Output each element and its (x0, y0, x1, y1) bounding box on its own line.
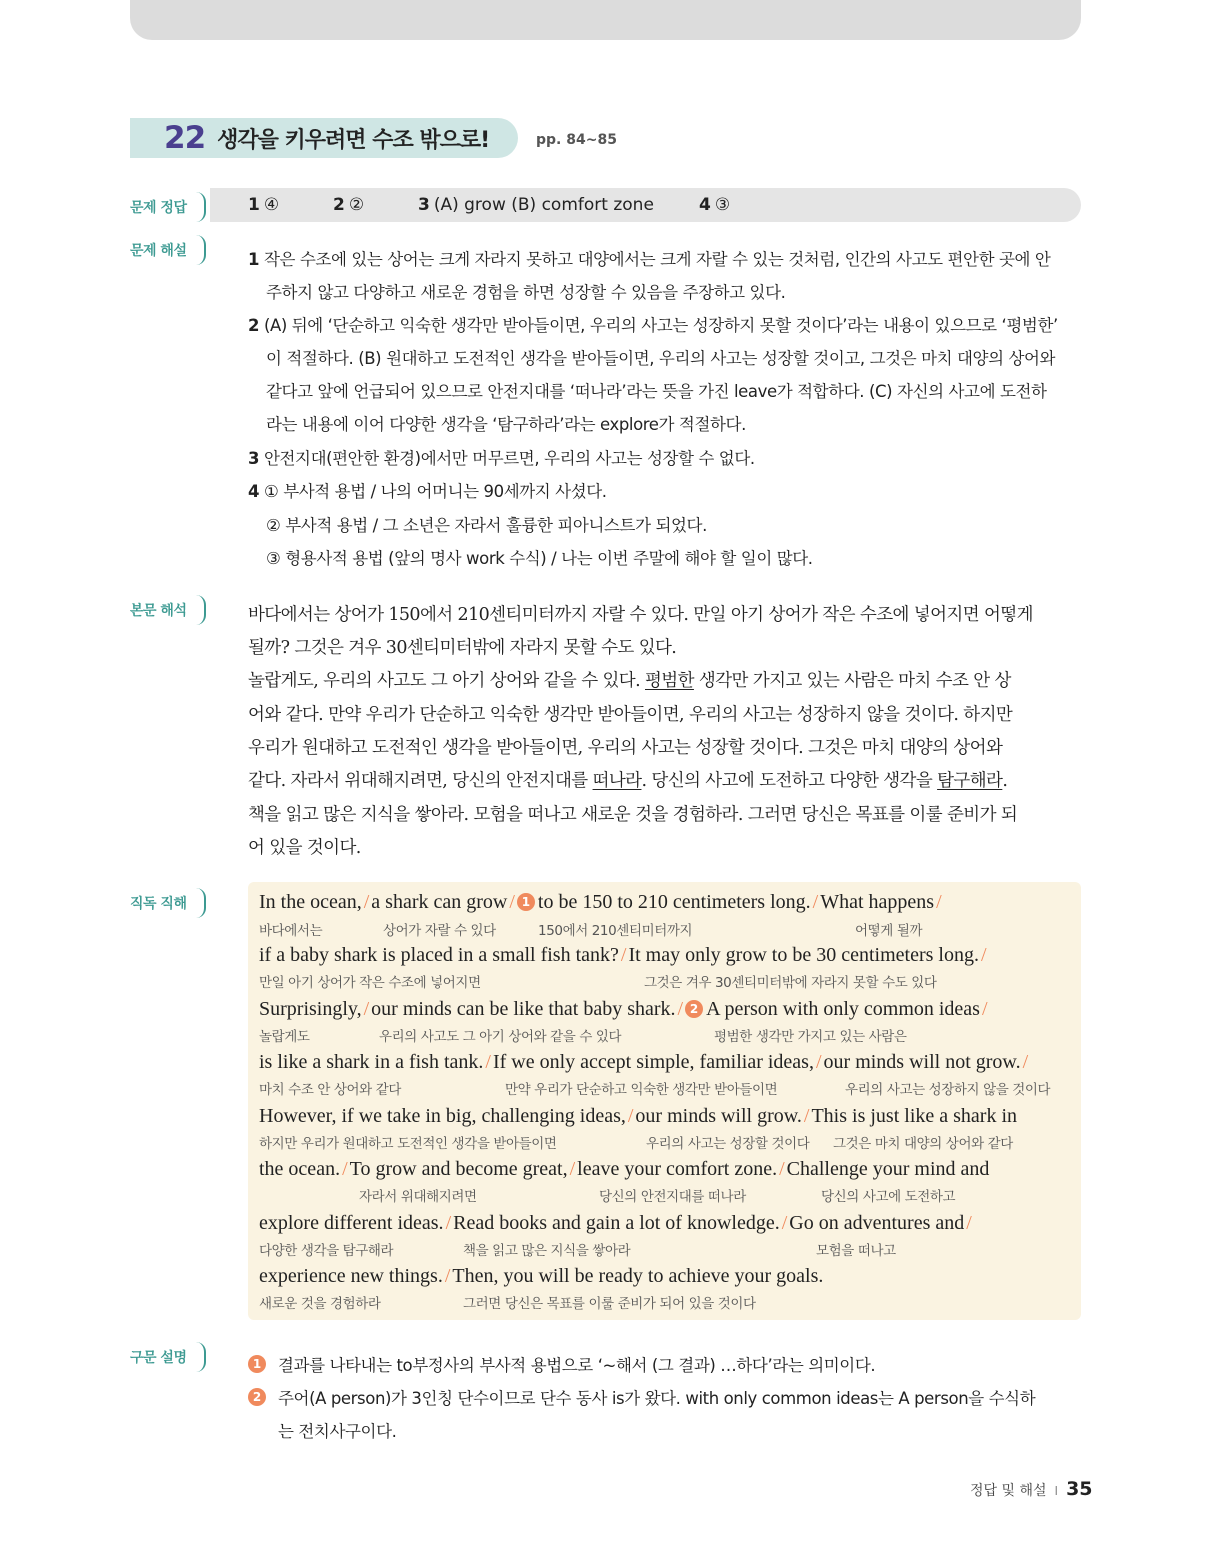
underlined-answer: 떠나라 (592, 771, 642, 791)
explanation-line: 주하지 않고 다양하고 새로운 경험을 하면 성장할 수 있음을 주장하고 있다. (266, 283, 786, 302)
unit-number: 22 (164, 120, 206, 156)
explanation-line: 4 ① 부사적 용법 / 나의 어머니는 90세까지 사셨다. (248, 482, 607, 501)
reading-korean-chunk: 그것은 겨우 30센티미터밖에 자라지 못할 수도 있다 (644, 975, 937, 991)
reading-korean-chunk: 그것은 마치 대양의 상어와 같다 (833, 1136, 1013, 1152)
reading-english-line: However, if we take in big, challenging ideas, / our minds will grow. / This is just like a shark in (259, 1105, 1018, 1127)
answer-item: 3 (A) grow (B) comfort zone (418, 195, 654, 215)
reading-korean-chunk: 새로운 것을 경험하라 (259, 1296, 381, 1312)
reading-korean-chunk: 만약 우리가 단순하고 익숙한 생각만 받아들이면 (505, 1082, 778, 1098)
page-number: 35 (1066, 1478, 1093, 1500)
reading-korean-chunk: 우리의 사고도 그 아기 상어와 같을 수 있다 (379, 1029, 622, 1045)
reading-korean-chunk: 모험을 떠나고 (816, 1243, 896, 1259)
reading-english-line: explore different ideas. / Read books and gain a lot of knowledge. / Go on adventures and / (259, 1212, 972, 1234)
grammar-note-line: 주어(A person)가 3인칭 단수이므로 단수 동사 is가 왔다. with only common ideas는 A person을 수식하 (278, 1389, 1036, 1408)
reading-korean-chunk: 마치 수조 안 상어와 같다 (259, 1082, 401, 1098)
reading-korean-chunk: 놀랍게도 (259, 1029, 310, 1045)
section-tag-answers: 문제 정답 (130, 192, 206, 222)
explanation-line: 1 작은 수조에 있는 상어는 크게 자라지 못하고 대양에서는 크게 자랄 수 있는 것처럼, 인간의 사고도 편안한 곳에 안 (248, 250, 1051, 269)
reading-korean-chunk: 자라서 위대해지려면 (359, 1189, 477, 1205)
reading-korean-chunk: 바다에서는 (259, 923, 323, 939)
reading-korean-chunk: 당신의 안전지대를 떠나라 (599, 1189, 746, 1205)
section-tag-explanation: 문제 해설 (130, 235, 206, 265)
reading-korean-chunk: 평범한 생각만 가지고 있는 사람은 (714, 1029, 907, 1045)
section-tag-grammar: 구문 설명 (130, 1342, 206, 1372)
reading-korean-chunk: 어떻게 될까 (855, 923, 923, 939)
reading-korean-chunk: 만일 아기 상어가 작은 수조에 넣어지면 (259, 975, 481, 991)
page-footer (970, 1478, 1093, 1500)
top-bar (130, 0, 1081, 40)
reading-korean-chunk: 하지만 우리가 원대하고 도전적인 생각을 받아들이면 (259, 1136, 557, 1152)
unit-title: 생각을 키우려면 수조 밖으로! (217, 127, 490, 153)
reading-english-line: Surprisingly, / our minds can be like that baby shark. / 2 A person with only common ideas / (259, 998, 988, 1020)
translation-line: 우리가 원대하고 도전적인 생각을 받아들이면, 우리의 사고는 성장할 것이다. 그것은 마치 대양의 상어와 (248, 738, 1003, 758)
explanation-line: ③ 형용사적 용법 (앞의 명사 work 수식) / 나는 이번 주말에 해야 할 일이 많다. (266, 549, 813, 568)
reading-english-line: is like a shark in a fish tank. / If we only accept simple, familiar ideas, / our minds will not grow. / (259, 1051, 1029, 1073)
reading-korean-chunk: 상어가 자랄 수 있다 (383, 923, 496, 939)
explanation-line: 2 (A) 뒤에 ‘단순하고 익숙한 생각만 받아들이면, 우리의 사고는 성장하지 못할 것이다’라는 내용이 있으므로 ‘평범한’ (248, 316, 1058, 335)
reading-english-line: if a baby shark is placed in a small fish tank? / It may only grow to be 30 centimeters long. / (259, 944, 987, 966)
grammar-note-line: 결과를 나타내는 to부정사의 부사적 용법으로 ‘~해서 (그 결과) …하다’라는 의미이다. (278, 1356, 876, 1375)
reading-korean-chunk: 당신의 사고에 도전하고 (821, 1189, 956, 1205)
translation-line: 어 있을 것이다. (248, 838, 361, 858)
explanation-line: ② 부사적 용법 / 그 소년은 자라서 훌륭한 피아니스트가 되었다. (266, 516, 707, 535)
reading-korean-chunk: 우리의 사고는 성장하지 않을 것이다 (845, 1082, 1051, 1098)
translation-line: 될까? 그것은 겨우 30센티미터밖에 자라지 못할 수도 있다. (248, 638, 677, 658)
reading-english-line: In the ocean, / a shark can grow / 1 to be 150 to 210 centimeters long. / What happens / (259, 891, 942, 913)
translation-line: 같다. 자라서 위대해지려면, 당신의 안전지대를 떠나라. 당신의 사고에 도전하고 다양한 생각을 탐구해라. (248, 771, 1008, 791)
section-tag-direct-reading: 직독 직해 (130, 888, 206, 918)
reading-korean-chunk: 그러면 당신은 목표를 이룰 준비가 되어 있을 것이다 (463, 1296, 756, 1312)
explanation-line: 같다고 앞에 언급되어 있으므로 안전지대를 ‘떠나라’라는 뜻을 가진 leave가 적합하다. (C) 자신의 사고에 도전하 (266, 382, 1047, 401)
reading-korean-chunk: 다양한 생각을 탐구해라 (259, 1243, 394, 1259)
translation-line: 놀랍게도, 우리의 사고도 그 아기 상어와 같을 수 있다. 평범한 생각만 가지고 있는 사람은 마치 수조 안 상 (248, 671, 1011, 691)
underlined-answer: 평범한 (645, 671, 694, 691)
reading-english-line: the ocean. / To grow and become great, / leave your comfort zone. / Challenge your mind and (259, 1158, 990, 1180)
reading-korean-chunk: 150에서 210센티미터까지 (538, 923, 693, 939)
grammar-note-line: 는 전치사구이다. (278, 1422, 397, 1441)
explanation-line: 라는 내용에 이어 다양한 생각을 ‘탐구하라’라는 explore가 적절하다. (266, 415, 746, 434)
answer-item: 4 ③ (699, 195, 731, 215)
note-marker: 1 (517, 893, 535, 911)
note-marker: 2 (248, 1388, 266, 1406)
note-marker: 1 (248, 1355, 266, 1373)
page-range: pp. 84~85 (536, 132, 617, 148)
unit-title-banner (130, 118, 518, 158)
note-marker: 2 (685, 1000, 703, 1018)
footer-label: 정답 및 해설 (970, 1483, 1047, 1499)
underlined-answer: 탐구해라 (937, 771, 1003, 791)
answer-item: 2 ② (333, 195, 365, 215)
explanation-line: 이 적절하다. (B) 원대하고 도전적인 생각을 받아들이면, 우리의 사고는 성장할 것이고, 그것은 마치 대양의 상어와 (266, 349, 1056, 368)
reading-english-line: experience new things. / Then, you will be ready to achieve your goals. (259, 1265, 824, 1287)
reading-korean-chunk: 우리의 사고는 성장할 것이다 (646, 1136, 810, 1152)
translation-line: 어와 같다. 만약 우리가 단순하고 익숙한 생각만 받아들이면, 우리의 사고는 성장하지 않을 것이다. 하지만 (248, 705, 1013, 725)
explanation-line: 3 안전지대(편안한 환경)에서만 머무르면, 우리의 사고는 성장할 수 없다. (248, 449, 755, 468)
translation-line: 바다에서는 상어가 150에서 210센티미터까지 자랄 수 있다. 만일 아기 상어가 작은 수조에 넣어지면 어떻게 (248, 605, 1033, 625)
section-tag-translation: 본문 해석 (130, 595, 206, 625)
answer-item: 1 ④ (248, 195, 280, 215)
translation-line: 책을 읽고 많은 지식을 쌓아라. 모험을 떠나고 새로운 것을 경험하라. 그러면 당신은 목표를 이룰 준비가 되 (248, 805, 1018, 825)
footer-separator: I (1054, 1484, 1059, 1498)
reading-korean-chunk: 책을 읽고 많은 지식을 쌓아라 (463, 1243, 631, 1259)
